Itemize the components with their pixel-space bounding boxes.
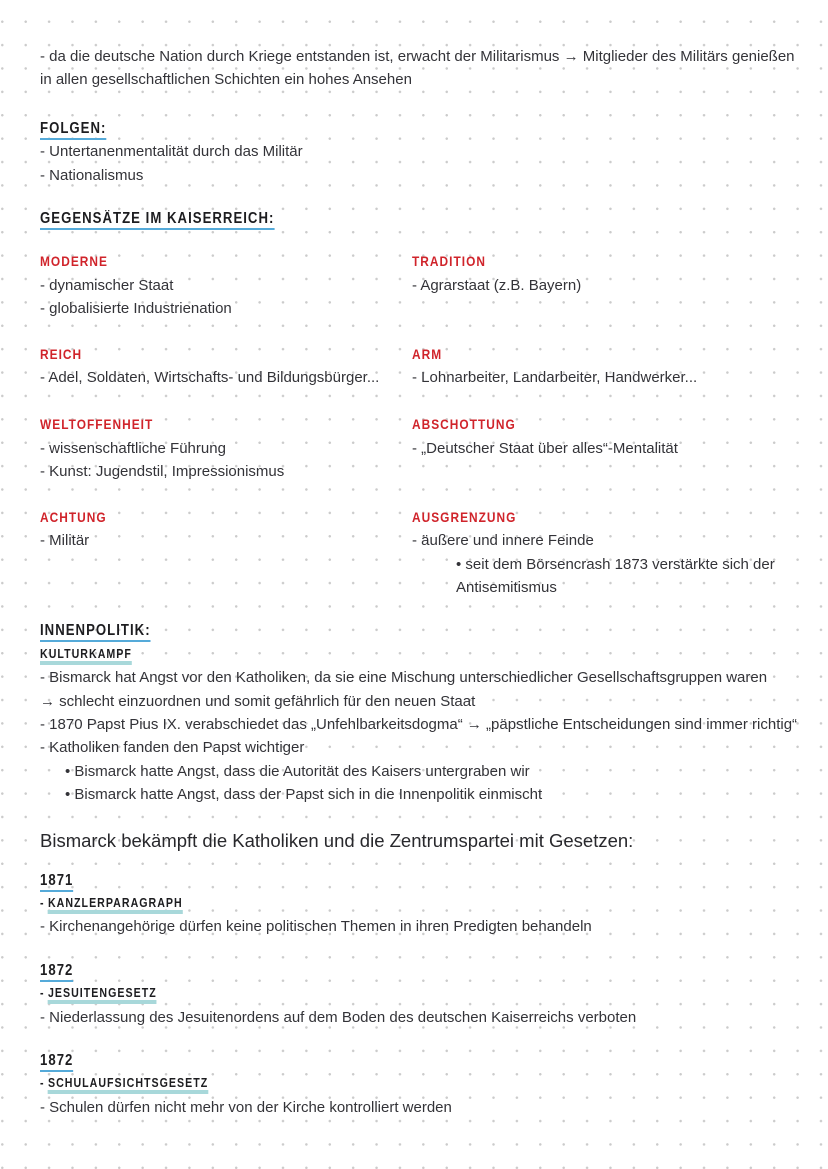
law-year-text: 1872 [40,1052,73,1072]
contrast-title-left: ACHTUNG [40,508,107,525]
contrast-item: - äußere und innere Feinde [412,532,594,550]
contrast-title-right: ARM [412,345,443,362]
contrast-sub-bullet: • seit dem Börsencrash 1873 verstärkte sich der Antisemitismus [456,555,775,596]
law-name-dash: - [40,895,45,910]
kulturkampf-bullet: • Bismarck hatte Angst, dass die Autorität des Kaisers untergraben wir [65,762,530,780]
contrast-left-column [40,506,412,600]
innenpolitik-heading [40,619,684,642]
contrast-title-right: AUSGRENZUNG [412,508,517,525]
law-description: - Niederlassung des Jesuitenordens auf dem Boden des deutschen Kaiserreichs verboten [40,1008,637,1026]
law-schulaufsichtsgesetz [40,1049,798,1119]
kulturkampf-line: - Katholiken fanden den Papst wichtiger [40,739,305,757]
law-name [40,982,684,1005]
contrast-pair-reich-arm [40,343,798,390]
law-name-text: SCHULAUFSICHTSGESETZ [48,1076,208,1094]
folgen-item: - Nationalismus [40,166,144,184]
law-description: - Kirchenangehörige dürfen keine politischen Themen in ihren Predigten behandeln [40,918,592,936]
kulturkampf-line: - 1870 Papst Pius IX. verabschiedet das „Unfehlbarkeitsdogma“ → „päpstliche Entscheidungen sind immer richtig“ [40,715,798,733]
law-jesuitengesetz [40,959,798,1029]
contrast-title-left: MODERNE [40,253,108,270]
law-year-text: 1871 [40,872,73,892]
law-name-dash: - [40,986,45,1001]
law-kanzlerparagraph [40,869,798,939]
contrast-item: - globalisierte Industrienation [40,300,232,318]
bismarck-statement: Bismarck bekämpft die Katholiken und die Zentrumspartei mit Gesetzen: [40,829,634,851]
contrast-title-right: ABSCHOTTUNG [412,416,516,433]
contrast-pair-achtung-ausgrenzung [40,506,798,600]
contrast-item: - Adel, Soldaten, Wirtschafts- und Bildungsbürger... [40,369,380,387]
law-year [40,959,684,982]
contrast-left-column [40,343,412,390]
contrast-right-column [412,250,798,320]
contrast-item: - wissenschaftliche Führung [40,439,226,457]
kulturkampf-subheading-text: KULTURKAMPF [40,647,132,665]
section-folgen [40,117,798,187]
contrast-right-column [412,413,798,483]
section-gegensaetze [40,207,798,599]
kulturkampf-line: - Bismarck hat Angst vor den Katholiken, da sie eine Mischung unterschiedlicher Gesellschaftsgruppen waren [40,669,768,687]
folgen-heading [40,117,684,140]
gegensaetze-heading [40,207,684,230]
contrast-left-column [40,250,412,320]
contrast-right-column [412,506,798,600]
kulturkampf-line: → schlecht einzuordnen und somit gefährlich für den neuen Staat [40,692,476,710]
contrast-item: - Kunst: Jugendstil, Impressionismus [40,463,285,481]
kulturkampf-bullet: • Bismarck hatte Angst, dass der Papst sich in die Innenpolitik einmischt [65,786,543,804]
contrast-title-left: WELTOFFENHEIT [40,416,154,433]
law-name [40,892,684,915]
law-description: - Schulen dürfen nicht mehr von der Kirche kontrolliert werden [40,1098,452,1116]
folgen-heading-text: FOLGEN: [40,120,106,140]
law-name [40,1072,684,1095]
innenpolitik-heading-text: INNENPOLITIK: [40,622,151,642]
intro-paragraph: - da die deutsche Nation durch Kriege entstanden ist, erwacht der Militarismus → Mitglieder des Militärs genießen in allen gesellschaftlichen Schichten ein hohes Ansehen [40,48,795,89]
contrast-item: - dynamischer Staat [40,276,174,294]
folgen-item: - Untertanenmentalität durch das Militär [40,143,303,161]
contrast-item: - „Deutscher Staat über alles“-Mentalität [412,439,678,457]
law-name-text: KANZLERPARAGRAPH [48,896,183,914]
contrast-item: - Militär [40,532,90,550]
contrast-right-column [412,343,798,390]
law-year [40,1049,684,1072]
kulturkampf-subheading [40,643,684,666]
gegensaetze-heading-text: GEGENSÄTZE IM KAISERREICH: [40,210,274,230]
law-name-dash: - [40,1076,45,1091]
contrast-pair-weltoffenheit-abschottung [40,413,798,483]
contrast-pair-moderne-tradition [40,250,798,320]
contrast-left-column [40,413,412,483]
contrast-item: - Agrarstaat (z.B. Bayern) [412,276,582,294]
law-year-text: 1872 [40,962,73,982]
law-name-text: JESUITENGESETZ [48,986,157,1004]
contrast-title-right: TRADITION [412,253,486,270]
section-innenpolitik [40,619,798,854]
contrast-title-left: REICH [40,345,83,362]
law-year [40,869,684,892]
contrast-item: - Lohnarbeiter, Landarbeiter, Handwerker... [412,369,698,387]
